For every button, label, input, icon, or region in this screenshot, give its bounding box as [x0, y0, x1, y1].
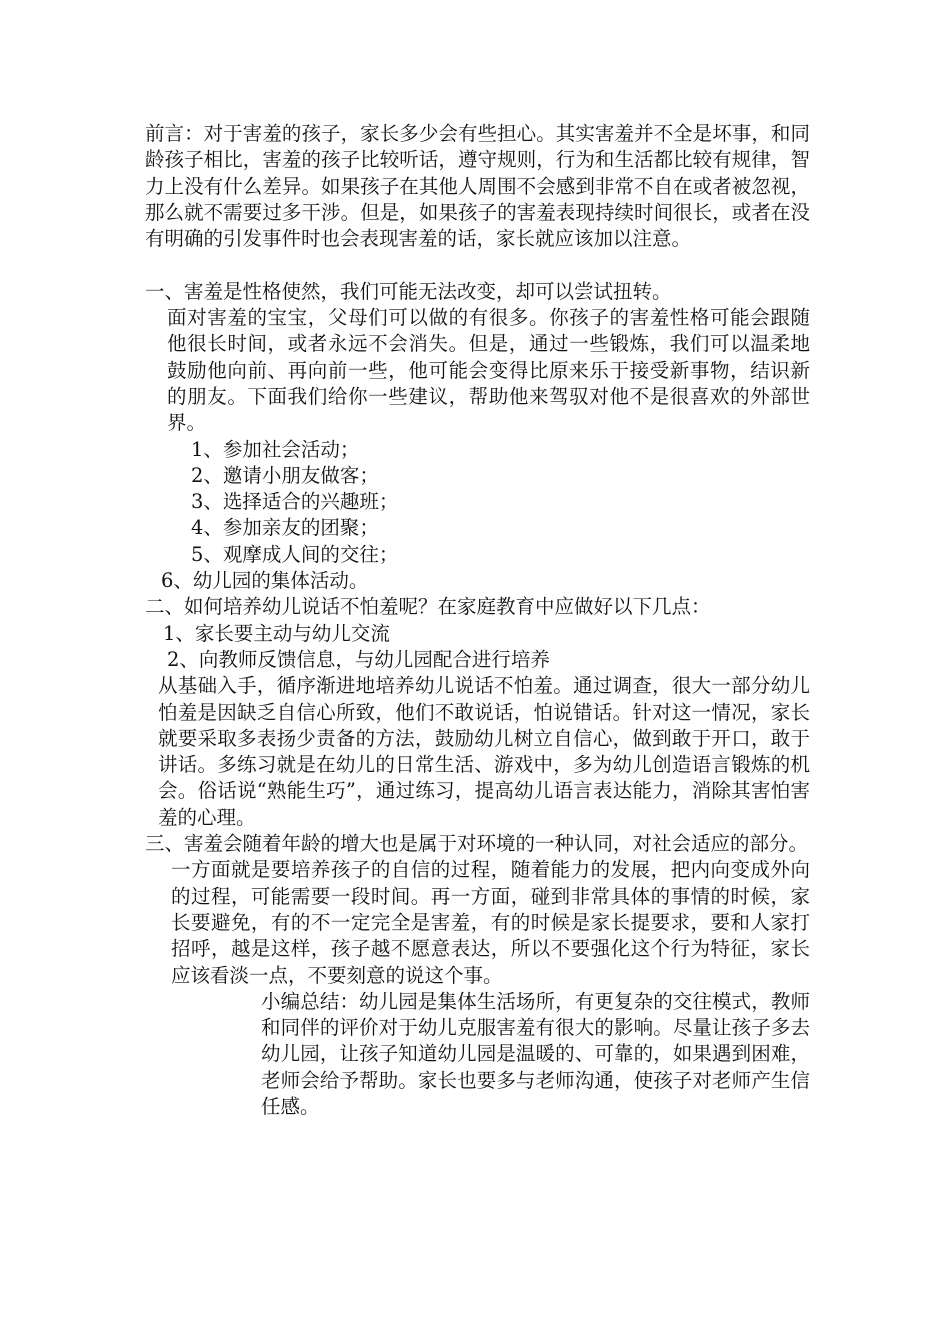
- section2-list-item: 1、家长要主动与幼儿交流: [163, 621, 390, 645]
- section1-list-item: 5、观摩成人间的交往；: [191, 542, 399, 566]
- summary-paragraph: 小编总结：幼儿园是集体生活场所，有更复杂的交往模式，教师和同伴的评价对于幼儿克服害羞有很大的影响。尽量让孩子多去幼儿园，让孩子知道幼儿园是温暖的、可靠的，如果遇到困难，老师会给予帮助。家长也要多与老师沟通，使孩子对老师产生信任感。: [261, 989, 810, 1118]
- section1-list-item: 1、参加社会活动；: [191, 437, 360, 461]
- section2-paragraph: 从基础入手，循序渐进地培养幼儿说话不怕羞。通过调查，很大一部分幼儿怕羞是因缺乏自信心所致，他们不敢说话，怕说错话。针对这一情况，家长就要采取多表扬少责备的方法，鼓励幼儿树立自信心，做到敢于开口，敢于讲话。多练习就是在幼儿的日常生活、游戏中，多为幼儿创造语言锻炼的机会。俗话说“熟能生巧”，通过练习，提高幼儿语言表达能力，消除其害怕害羞的心理。: [158, 674, 810, 829]
- document-body: [145, 121, 810, 1120]
- section1-paragraph: 面对害羞的宝宝，父母们可以做的有很多。你孩子的害羞性格可能会跟随他很长时间，或者永远不会消失。但是，通过一些锻炼，我们可以温柔地鼓励他向前、再向前一些，他可能会变得比原来乐于接受新事物，结识新的朋友。下面我们给你一些建议，帮助他来驾驭对他不是很喜欢的外部世界。: [167, 306, 810, 435]
- section2-heading: 二、如何培养幼儿说话不怕羞呢？在家庭教育中应做好以下几点：: [145, 595, 711, 619]
- section1-list-item: 4、参加亲友的团聚；: [191, 516, 379, 540]
- section2-list-item: 2、向教师反馈信息，与幼儿园配合进行培养: [167, 647, 550, 671]
- section1-list-item: 6、幼儿园的集体活动。: [161, 569, 369, 593]
- preface-paragraph: 前言：对于害羞的孩子，家长多少会有些担心。其实害羞并不全是坏事，和同龄孩子相比，害羞的孩子比较听话，遵守规则，行为和生活都比较有规律，智力上没有什么差异。如果孩子在其他人周围不会感到非常不自在或者被忽视，那么就不需要过多干涉。但是，如果孩子的害羞表现持续时间很长，或者在没有明确的引发事件时也会表现害羞的话，家长就应该加以注意。: [145, 122, 810, 251]
- section1-heading: 一、害羞是性格使然，我们可能无法改变，却可以尝试扭转。: [145, 279, 672, 303]
- blank-line: [145, 252, 810, 278]
- section3-heading: 三、害羞会随着年龄的增大也是属于对环境的一种认同，对社会适应的部分。: [145, 832, 809, 856]
- section3-paragraph: 一方面就是要培养孩子的自信的过程，随着能力的发展，把内向变成外向的过程，可能需要一段时间。再一方面，碰到非常具体的事情的时候，家长要避免，有的不一定完全是害羞，有的时候是家长提要求，要和人家打招呼，越是这样，孩子越不愿意表达，所以不要强化这个行为特征，家长应该看淡一点，不要刻意的说这个事。: [171, 858, 810, 987]
- section1-list-item: 3、选择适合的兴趣班；: [191, 490, 399, 514]
- section1-list-item: 2、邀请小朋友做客；: [191, 463, 379, 487]
